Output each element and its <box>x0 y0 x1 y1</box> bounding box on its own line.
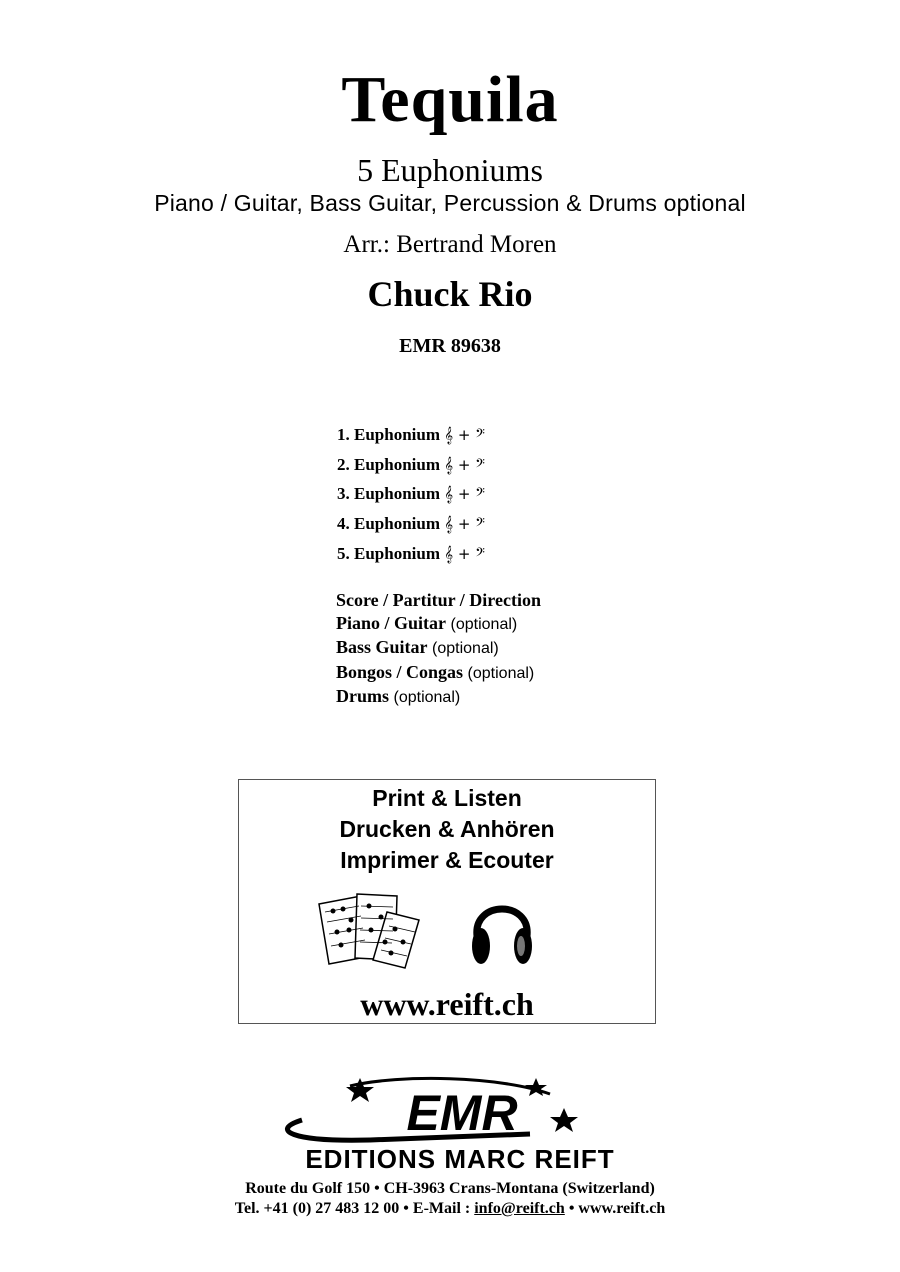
part-label: 1. Euphonium <box>337 425 440 444</box>
optional-instruments: Piano / Guitar, Bass Guitar, Percussion & Drums optional <box>154 190 746 216</box>
arranger: Arr.: Bertrand Moren <box>343 231 557 258</box>
sheet-music-icon <box>315 890 423 970</box>
clef-icon: 𝄞 + 𝄢 <box>444 426 485 444</box>
optional-note: (optional) <box>432 640 499 658</box>
email-link[interactable]: info@reift.ch <box>474 1200 565 1217</box>
extra-part-item <box>336 661 541 686</box>
part-label: 4. Euphonium <box>337 514 440 534</box>
part-item <box>337 542 485 572</box>
promo-line-fr: Imprimer & Ecouter <box>340 847 554 873</box>
publisher-contact <box>0 1179 900 1219</box>
part-label: 3. Euphonium <box>337 484 440 504</box>
publisher-contact-line: Tel. +41 (0) 27 483 12 00 • E-Mail : info@reift.ch • www.reift.ch <box>234 1200 666 1217</box>
extra-part-label: Drums <box>336 686 389 707</box>
instrumentation: 5 Euphoniums <box>357 152 543 188</box>
part-item <box>337 423 485 453</box>
part-item <box>337 512 485 542</box>
extra-part-label: Bass Guitar <box>336 637 428 658</box>
extra-part-label: Piano / Guitar <box>336 612 447 633</box>
publisher-address: Route du Golf 150 • CH-3963 Crans-Montana (Switzerland) <box>245 1180 655 1197</box>
page-title: Tequila <box>341 63 559 136</box>
clef-icon: 𝄞 + 𝄢 <box>444 485 485 504</box>
extra-part-item <box>336 612 541 637</box>
part-label: 5. Euphonium <box>337 543 440 563</box>
publisher-name: EDITIONS MARC REIFT <box>305 1144 615 1172</box>
promo-line-de: Drucken & Anhören <box>339 816 555 842</box>
extra-part-item <box>336 685 541 710</box>
headphones-icon <box>467 890 537 970</box>
part-item <box>337 453 485 483</box>
catalog-number: EMR 89638 <box>399 335 501 357</box>
extra-part-item <box>336 589 541 612</box>
parts-list <box>337 423 485 571</box>
optional-note: (optional) <box>467 664 535 682</box>
extra-part-label: Bongos / Congas <box>336 661 464 682</box>
emr-logo <box>230 1072 690 1172</box>
part-item <box>337 482 485 512</box>
print-listen-box <box>238 779 656 1024</box>
clef-icon: 𝄞 + 𝄢 <box>444 515 485 534</box>
extra-parts-list <box>336 589 541 710</box>
extra-part-item <box>336 636 541 661</box>
optional-note: (optional) <box>450 615 518 633</box>
composer: Chuck Rio <box>367 274 533 314</box>
promo-line-en: Print & Listen <box>372 785 522 811</box>
promo-url: www.reift.ch <box>360 986 534 1022</box>
extra-part-label: Score / Partitur / Direction <box>336 590 541 610</box>
optional-note: (optional) <box>393 689 461 707</box>
clef-icon: 𝄞 + 𝄢 <box>444 544 485 563</box>
logo-text: EMR <box>406 1085 518 1141</box>
clef-icon: 𝄞 + 𝄢 <box>444 455 485 474</box>
part-label: 2. Euphonium <box>337 454 440 474</box>
